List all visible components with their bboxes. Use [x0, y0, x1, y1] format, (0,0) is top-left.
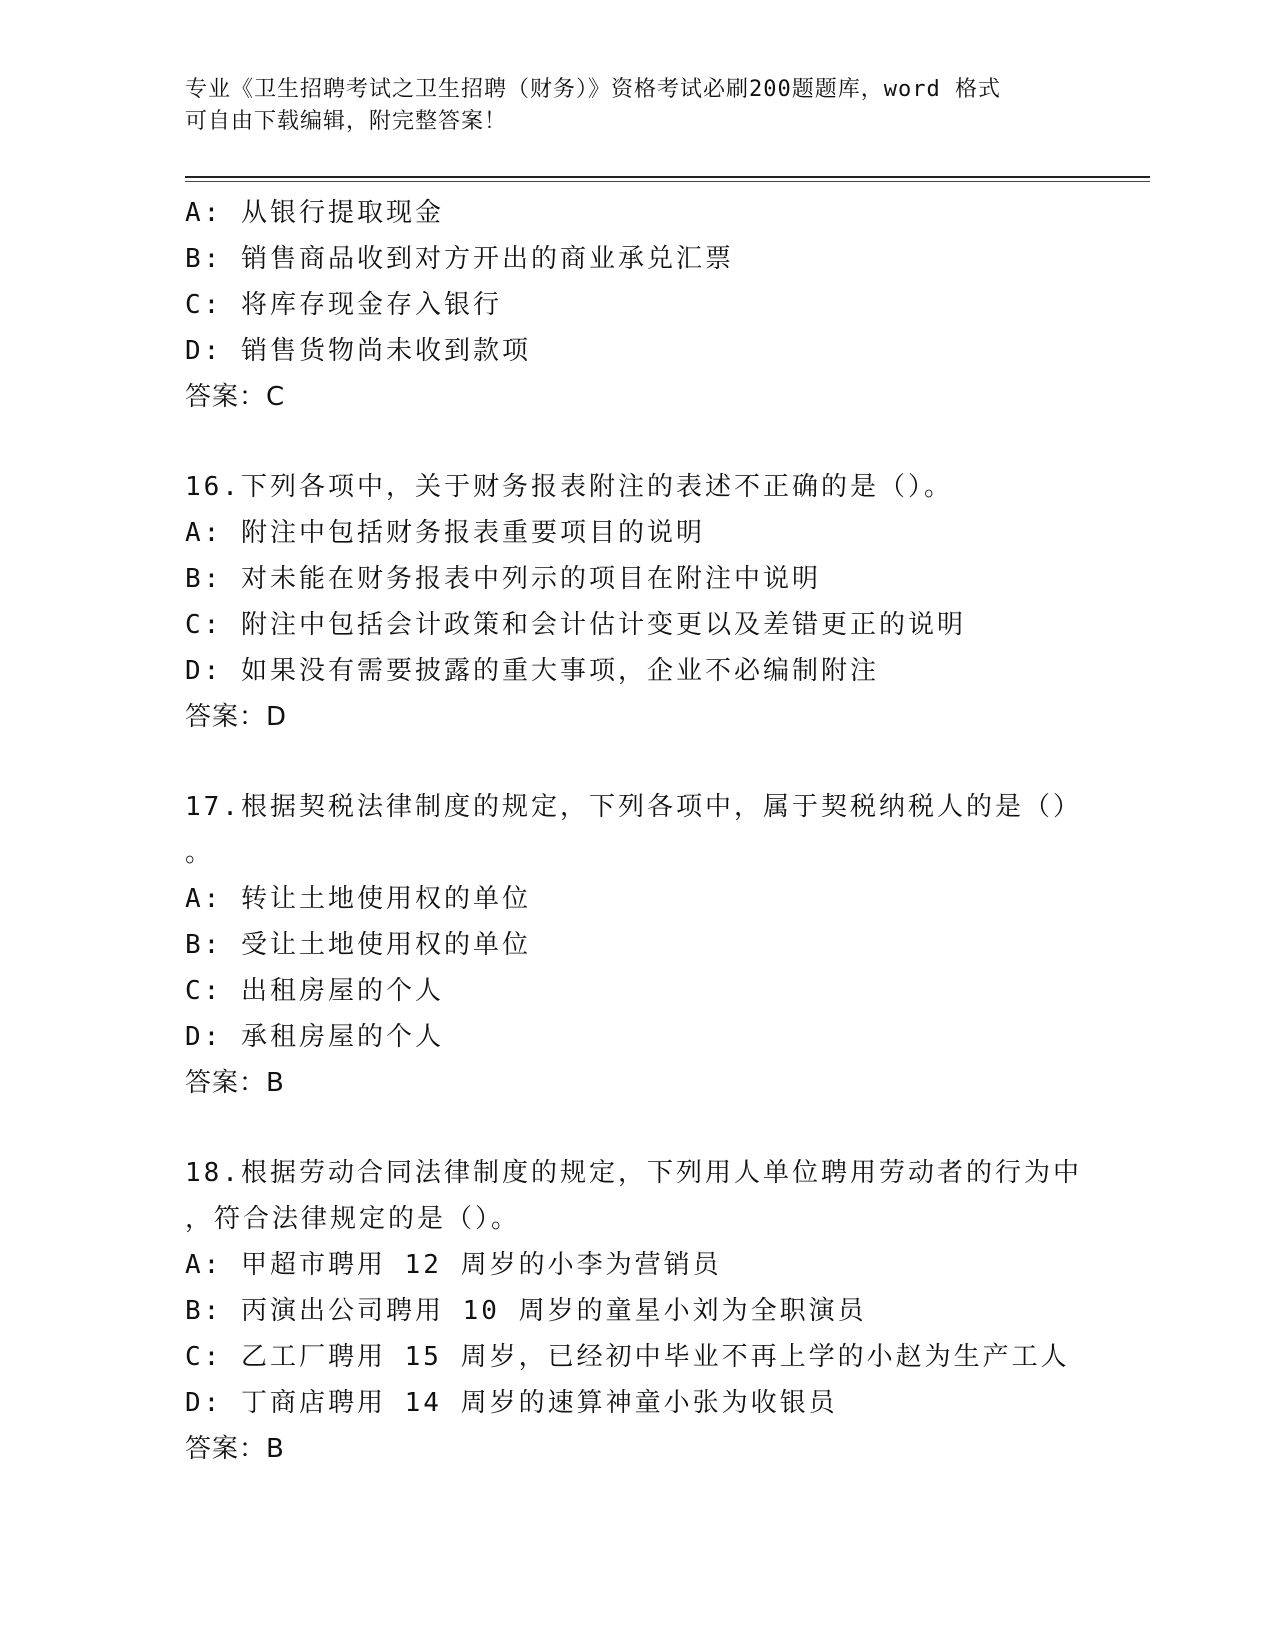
- question-stem-continued: 。: [185, 838, 215, 868]
- answer: 答案：B: [185, 1068, 285, 1098]
- question-18: [185, 1150, 1145, 1472]
- answer: 答案：D: [185, 702, 288, 732]
- option-a: A: 从银行提取现金: [185, 198, 444, 228]
- question-17: [185, 784, 1145, 1106]
- option-a: A: 转让土地使用权的单位: [185, 884, 531, 914]
- question-stem-continued: ，符合法律规定的是（）。: [185, 1204, 521, 1234]
- question-list: [185, 190, 1145, 1472]
- option-b: B: 对未能在财务报表中列示的项目在附注中说明: [185, 564, 821, 594]
- header-title-line-2: 可自由下载编辑，附完整答案！: [185, 109, 508, 134]
- answer: 答案：C: [185, 382, 286, 412]
- option-c: C: 将库存现金存入银行: [185, 290, 502, 320]
- header-title-line-1: 专业《卫生招聘考试之卫生招聘（财务）》资格考试必刷200题题库，word 格式: [185, 77, 1001, 102]
- option-a: A: 附注中包括财务报表重要项目的说明: [185, 518, 705, 548]
- option-b: B: 销售商品收到对方开出的商业承兑汇票: [185, 244, 734, 274]
- question-gap: [185, 1106, 1145, 1150]
- option-b: B: 受让土地使用权的单位: [185, 930, 531, 960]
- option-a: A: 甲超市聘用 12 周岁的小李为营销员: [185, 1250, 722, 1280]
- option-d: D: 如果没有需要披露的重大事项，企业不必编制附注: [185, 656, 879, 686]
- question-gap: [185, 740, 1145, 784]
- option-d: D: 销售货物尚未收到款项: [185, 336, 531, 366]
- option-d: D: 承租房屋的个人: [185, 1022, 444, 1052]
- header-divider-thick: [185, 176, 1150, 178]
- option-b: B: 丙演出公司聘用 10 周岁的童星小刘为全职演员: [185, 1296, 867, 1326]
- option-c: C: 附注中包括会计政策和会计估计变更以及差错更正的说明: [185, 610, 966, 640]
- answer: 答案：B: [185, 1434, 285, 1464]
- question-15: [185, 190, 1145, 420]
- question-gap: [185, 420, 1145, 464]
- question-stem: 17.根据契税法律制度的规定，下列各项中，属于契税纳税人的是（）: [185, 792, 1082, 822]
- option-c: C: 乙工厂聘用 15 周岁，已经初中毕业不再上学的小赵为生产工人: [185, 1342, 1070, 1372]
- question-stem: 18.根据劳动合同法律制度的规定，下列用人单位聘用劳动者的行为中: [185, 1158, 1082, 1188]
- option-d: D: 丁商店聘用 14 周岁的速算神童小张为收银员: [185, 1388, 838, 1418]
- header-divider-thin: [185, 181, 1150, 182]
- document-header: [185, 74, 1085, 138]
- option-c: C: 出租房屋的个人: [185, 976, 444, 1006]
- question-16: [185, 464, 1145, 740]
- question-stem: 16.下列各项中，关于财务报表附注的表述不正确的是（）。: [185, 472, 953, 502]
